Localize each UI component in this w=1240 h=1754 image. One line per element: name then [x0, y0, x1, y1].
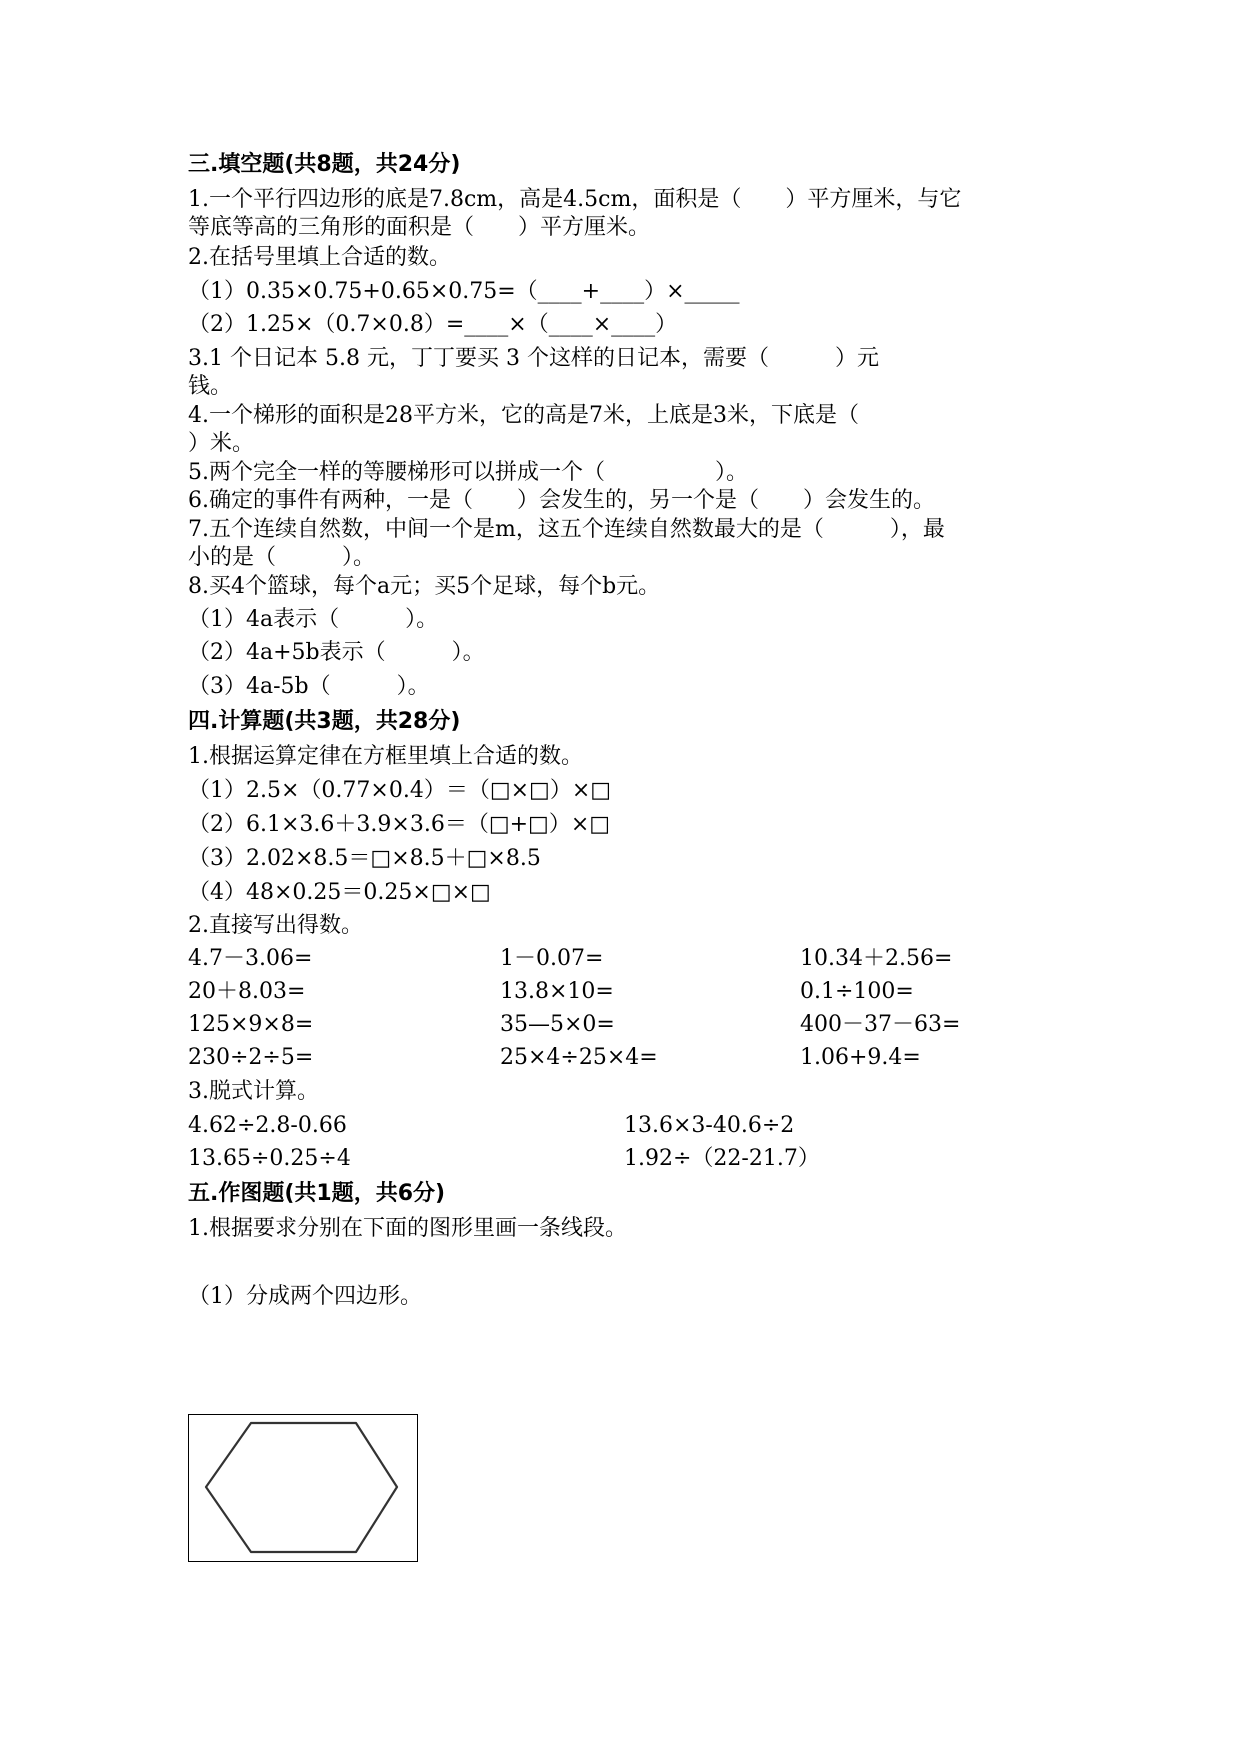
step-calc-cell: 13.65÷0.25÷4 [188, 1146, 351, 1171]
mental-math-cell: 1－0.07= [500, 946, 604, 971]
q4-2-title: 2.直接写出得数。 [188, 913, 363, 938]
mental-math-cell: 20＋8.03= [188, 979, 306, 1004]
q4-1-item: （2）6.1×3.6＋3.9×3.6＝（□+□）×□ [188, 812, 611, 837]
q3-4-line1: 4.一个梯形的面积是28平方米，它的高是7米，上底是3米，下底是（ [188, 403, 859, 428]
q4-1-item: （4）48×0.25＝0.25×□×□ [188, 880, 491, 905]
mental-math-cell: 1.06+9.4= [800, 1045, 921, 1070]
q4-3-title: 3.脱式计算。 [188, 1079, 319, 1104]
q3-1-line1: 1.一个平行四边形的底是7.8cm，高是4.5cm，面积是（ ）平方厘米，与它 [188, 187, 962, 212]
q3-6: 6.确定的事件有两种，一是（ ）会发生的，另一个是（ ）会发生的。 [188, 488, 935, 513]
q4-1-item: （1）2.5×（0.77×0.4）＝（□×□）×□ [188, 778, 612, 803]
mental-math-cell: 25×4÷25×4= [500, 1045, 658, 1070]
mental-math-cell: 10.34＋2.56= [800, 946, 953, 971]
mental-math-cell: 125×9×8= [188, 1012, 314, 1037]
q4-1-item: （3）2.02×8.5＝□×8.5＋□×8.5 [188, 846, 541, 871]
section5-heading: 五.作图题(共1题，共6分) [188, 1181, 446, 1206]
hexagon-shape [206, 1423, 397, 1552]
mental-math-cell: 13.8×10= [500, 979, 614, 1004]
q3-3-line2: 钱。 [188, 374, 233, 399]
q3-2-item1: （1）0.35×0.75+0.65×0.75=（____+____）×_____ [188, 279, 740, 304]
q3-2-item2: （2）1.25×（0.7×0.8）=____×（____×____） [188, 312, 678, 337]
q3-2-title: 2.在括号里填上合适的数。 [188, 245, 451, 270]
q3-7-line2: 小的是（ ）。 [188, 545, 376, 570]
section3-heading: 三.填空题(共8题，共24分) [188, 152, 461, 177]
q3-5: 5.两个完全一样的等腰梯形可以拼成一个（ ）。 [188, 460, 748, 485]
mental-math-cell: 400－37－63= [800, 1012, 961, 1037]
mental-math-cell: 35—5×0= [500, 1012, 615, 1037]
hexagon-figure [189, 1415, 416, 1560]
step-calc-cell: 4.62÷2.8-0.66 [188, 1113, 347, 1138]
mental-math-cell: 4.7－3.06= [188, 946, 313, 971]
q3-8-item2: （2）4a+5b表示（ ）。 [188, 640, 485, 665]
mental-math-cell: 0.1÷100= [800, 979, 914, 1004]
q4-1-title: 1.根据运算定律在方框里填上合适的数。 [188, 744, 583, 769]
q5-1-title: 1.根据要求分别在下面的图形里画一条线段。 [188, 1216, 627, 1241]
q5-1-sub: （1）分成两个四边形。 [188, 1284, 422, 1309]
q3-3-line1: 3.1 个日记本 5.8 元，丁丁要买 3 个这样的日记本，需要（ ）元 [188, 346, 879, 371]
step-calc-cell: 13.6×3-40.6÷2 [624, 1113, 795, 1138]
q3-8-title: 8.买4个篮球，每个a元；买5个足球，每个b元。 [188, 574, 661, 599]
section4-heading: 四.计算题(共3题，共28分) [188, 709, 461, 734]
q3-8-item1: （1）4a表示（ ）。 [188, 607, 439, 632]
q3-7-line1: 7.五个连续自然数，中间一个是m，这五个连续自然数最大的是（ ），最 [188, 517, 945, 542]
q3-8-item3: （3）4a-5b（ ）。 [188, 674, 430, 699]
q3-1-line2: 等底等高的三角形的面积是（ ）平方厘米。 [188, 215, 651, 240]
hexagon-figure-frame [188, 1414, 418, 1562]
mental-math-cell: 230÷2÷5= [188, 1045, 314, 1070]
step-calc-cell: 1.92÷（22-21.7） [624, 1146, 820, 1171]
q3-4-line2: ）米。 [188, 431, 255, 456]
